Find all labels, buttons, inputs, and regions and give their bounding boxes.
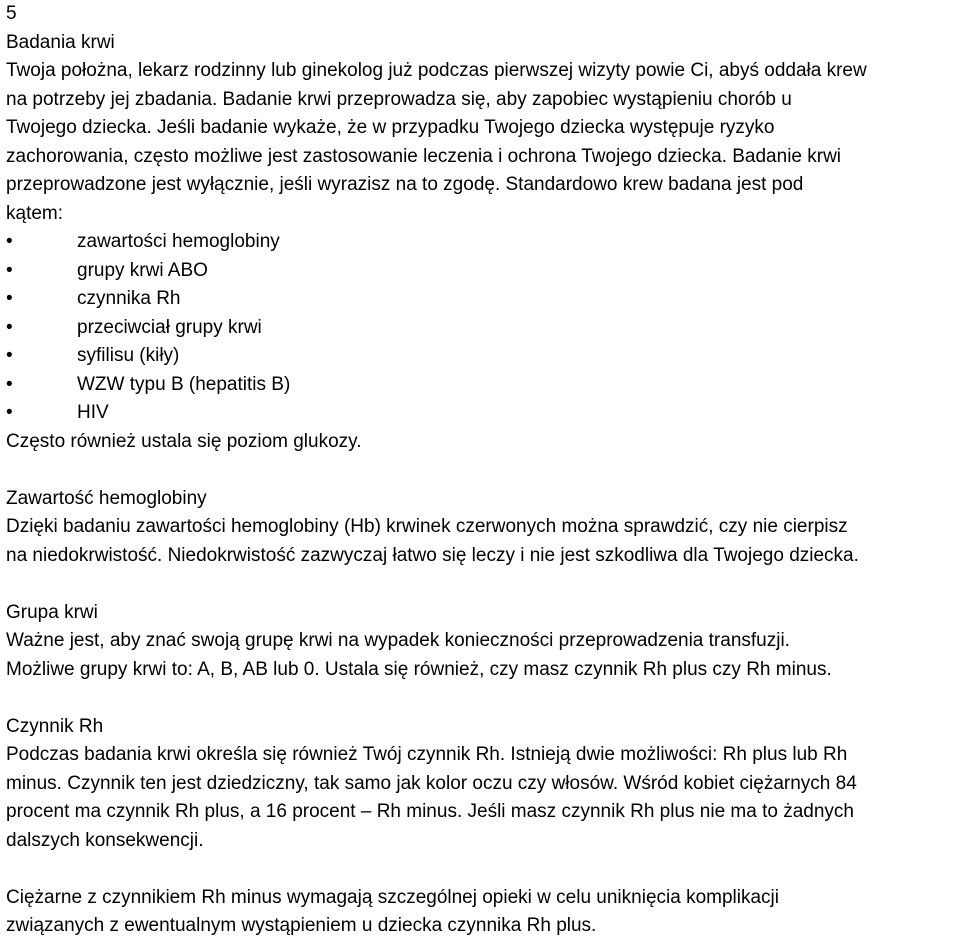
paragraph-line: Dzięki badaniu zawartości hemoglobiny (Hb) krwinek czerwonych można sprawdzić, czy nie cierpisz xyxy=(6,516,848,537)
section-blood-tests xyxy=(6,29,958,457)
section-heading: Czynnik Rh xyxy=(6,715,104,737)
list-item xyxy=(6,228,958,257)
bullet-icon: • xyxy=(6,231,13,252)
page-number: 5 xyxy=(6,3,17,24)
bullet-icon: • xyxy=(6,402,13,423)
paragraph-line: Możliwe grupy krwi to: A, B, AB lub 0. Ustala się również, czy masz czynnik Rh plus czy Rh minus. xyxy=(6,658,832,680)
list-item xyxy=(6,285,958,314)
list-item-text: WZW typu B (hepatitis B) xyxy=(77,373,291,395)
list-item xyxy=(6,342,958,371)
list-item-text: zawartości hemoglobiny xyxy=(77,231,280,252)
section-heading: Badania krwi xyxy=(6,31,115,53)
paragraph-spacer xyxy=(6,456,958,485)
paragraph-spacer xyxy=(6,684,958,713)
paragraph-line: Ważne jest, aby znać swoją grupę krwi na wypadek konieczności przeprowadzenia transfuzji. xyxy=(6,630,790,651)
list-item xyxy=(6,371,958,400)
paragraph-line: Ciężarne z czynnikiem Rh minus wymagają szczególnej opieki w celu uniknięcia komplikacji xyxy=(6,886,779,908)
list-item-text: grupy krwi ABO xyxy=(77,259,208,281)
paragraph-line: kątem: xyxy=(6,202,64,224)
paragraph-line: Twojego dziecka. Jeśli badanie wykaże, że w przypadku Twojego dziecka występuje ryzyko xyxy=(6,117,775,138)
paragraph-spacer xyxy=(6,855,958,884)
paragraph-line: minus. Czynnik ten jest dziedziczny, tak samo jak kolor oczu czy włosów. Wśród kobiet ciężarnych 84 xyxy=(6,772,857,794)
list-item xyxy=(6,257,958,286)
section-hemoglobin xyxy=(6,485,958,571)
bullet-icon: • xyxy=(6,316,13,338)
bullet-icon: • xyxy=(6,288,13,309)
list-item-text: czynnika Rh xyxy=(77,288,181,309)
bullet-icon: • xyxy=(6,345,13,366)
paragraph-line: zachorowania, często możliwe jest zastosowanie leczenia i ochrona Twojego dziecka. Badanie krwi xyxy=(6,145,842,167)
bullet-icon: • xyxy=(6,259,13,281)
section-rh-factor xyxy=(6,713,958,941)
paragraph-spacer xyxy=(6,570,958,599)
paragraph-line: Twoja położna, lekarz rodzinny lub ginekolog już podczas pierwszej wizyty powie Ci, abyś oddała krew xyxy=(6,60,867,81)
paragraph-line: procent ma czynnik Rh plus, a 16 procent – Rh minus. Jeśli masz czynnik Rh plus nie ma to żadnych xyxy=(6,801,854,822)
paragraph-line: dalszych konsekwencji. xyxy=(6,829,204,851)
paragraph-line: przeprowadzone jest wyłącznie, jeśli wyrazisz na to zgodę. Standardowo krew badana jest pod xyxy=(6,174,804,195)
paragraph-line: Często również ustala się poziom glukozy. xyxy=(6,430,362,452)
paragraph-line: na niedokrwistość. Niedokrwistość zazwyczaj łatwo się leczy i nie jest szkodliwa dla Twojego dziecka. xyxy=(6,544,859,566)
bullet-icon: • xyxy=(6,373,13,395)
list-item xyxy=(6,399,958,428)
list-item-text: syfilisu (kiły) xyxy=(77,345,180,366)
section-heading: Zawartość hemoglobiny xyxy=(6,487,207,509)
section-heading: Grupa krwi xyxy=(6,601,98,623)
paragraph-line: na potrzeby jej zbadania. Badanie krwi przeprowadza się, aby zapobiec wystąpieniu chorób u xyxy=(6,88,792,110)
paragraph-line: Podczas badania krwi określa się również Twój czynnik Rh. Istnieją dwie możliwości: Rh plus lub Rh xyxy=(6,744,848,765)
section-blood-group xyxy=(6,599,958,685)
test-list xyxy=(6,228,958,428)
list-item xyxy=(6,314,958,343)
list-item-text: przeciwciał grupy krwi xyxy=(77,316,262,338)
list-item-text: HIV xyxy=(77,402,109,423)
paragraph-line: związanych z ewentualnym wystąpieniem u dziecka czynnika Rh plus. xyxy=(6,915,597,936)
